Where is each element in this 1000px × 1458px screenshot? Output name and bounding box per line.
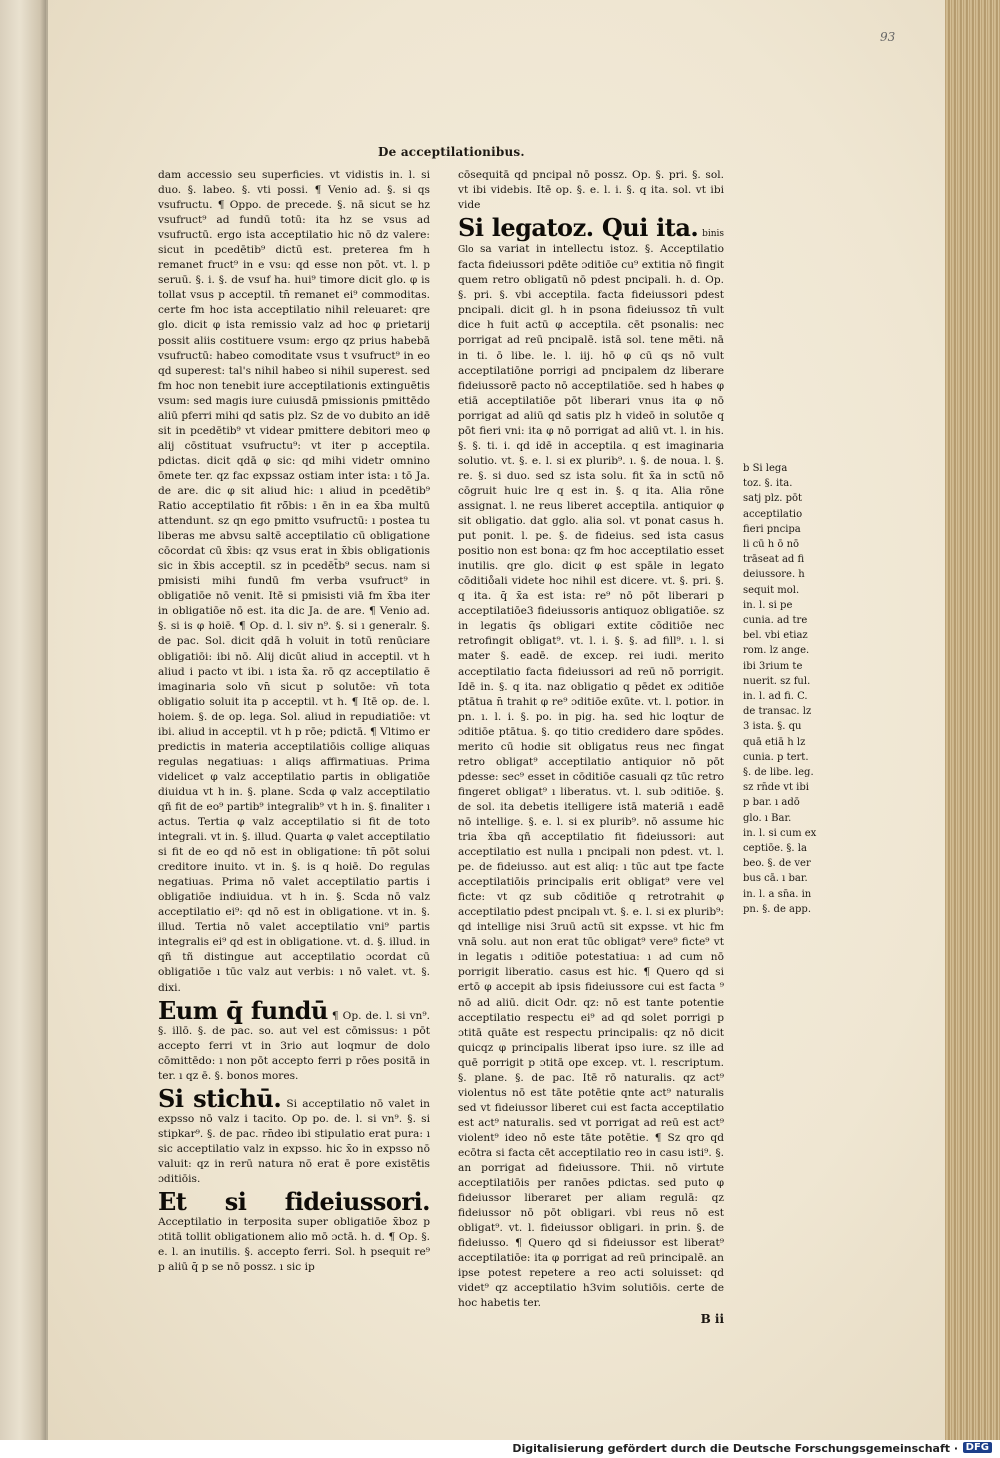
section-heading: Si legatoz. Qui ita. bbox=[458, 213, 699, 243]
facing-page-text-fragment bbox=[4, 140, 48, 840]
running-head: De acceptilationibus. bbox=[378, 145, 525, 159]
section-heading: Eum q̄ fundū bbox=[158, 995, 328, 1025]
marginal-gloss-line: in. l. si cum ex bbox=[743, 827, 817, 839]
paragraph: cōsequitā qd pncipal nō possz. Op. §. pri. §. sol. vt ibi videbis. Itē op. §. e. l. i. §. q ita. sol. vt ibi vide bbox=[458, 169, 724, 212]
marginal-gloss-line: fieri pncipa bbox=[743, 523, 801, 535]
right-text-column bbox=[458, 168, 724, 1327]
marginal-gloss-line: b Si lega bbox=[743, 463, 788, 474]
paragraph: Si acceptilatio nō valet in expsso nō valz i tacito. Op po. de. l. si vn⁹. §. si stipkar⁹. §. de pac. rn̄deo ibi stipulatio erat pura: ı sic acceptilatio valz in expsso. hic x̄o in expsso nō valuit: qz in rerū natura nō erat ē pore existētis ɔditiōis. bbox=[158, 1097, 430, 1186]
paragraph: Acceptilatio in terposita super obligatiōe x̄boz p ɔtitā tollit obligationem alio mō ɔctā. h. d. ¶ Op. §. e. l. an inutilis. §. accepto ferri. Sol. h psequit re⁹ p aliū q̄ p se nō possz. ı sic ip bbox=[158, 1216, 430, 1274]
marginal-gloss-line: rom. lz ange. bbox=[743, 645, 810, 657]
marginal-gloss-line: sequit mol. bbox=[743, 584, 800, 596]
marginal-gloss-line: acceptilatio bbox=[743, 508, 803, 520]
marginal-gloss-line: beo. §. de ver bbox=[743, 858, 811, 870]
marginal-gloss-line: nuerit. sz ful. bbox=[743, 675, 811, 687]
marginal-gloss-line: in. l. si pe bbox=[743, 599, 793, 611]
marginal-gloss-line: in. l. ad fi. C. bbox=[743, 691, 808, 703]
funding-credit: Digitalisierung gefördert durch die Deutsche Forschungsgemeinschaft · bbox=[512, 1442, 958, 1455]
heading-annotation: Glo bbox=[458, 245, 474, 256]
marginal-gloss-line: bel. vbi etiaz bbox=[743, 630, 808, 642]
left-text-column bbox=[158, 168, 430, 1275]
paragraph-with-heading bbox=[458, 215, 724, 1311]
marginal-gloss-line: deiussore. h bbox=[743, 569, 805, 581]
marginal-gloss-line: toz. §. ita. bbox=[743, 478, 793, 490]
marginal-gloss-line: trāseat ad fi bbox=[743, 554, 805, 566]
marginal-gloss-line: ceptiōe. §. la bbox=[743, 843, 807, 855]
marginal-gloss-line: 3 ista. §. qu bbox=[743, 721, 802, 733]
paragraph-with-heading bbox=[158, 1083, 430, 1187]
marginal-gloss-line: ibi 3rium te bbox=[743, 660, 803, 672]
marginal-gloss-line: cunia. p tert. bbox=[743, 751, 809, 763]
marginal-gloss-line: §. de libe. leg. bbox=[743, 767, 814, 779]
paragraph: ¶ Op. de. l. si vn⁹. §. illō. §. de pac. so. aut vel est cōmissus: ı pōt accepto ferri vt in 3rio aut loqmur de dolo cōmittēdo: ı non pōt accepto ferri p rōes positā in ter. ı qz ē. §. bonos mores. bbox=[158, 1009, 430, 1082]
marginal-gloss-line: p bar. ı adō bbox=[743, 797, 800, 809]
heading-annotation: binis bbox=[702, 229, 724, 240]
folio-number: 93 bbox=[880, 30, 896, 44]
marginal-gloss-line: li cū h ō nō bbox=[743, 539, 800, 551]
marginal-gloss bbox=[743, 461, 823, 917]
marginal-gloss-line: cunia. ad tre bbox=[743, 615, 808, 627]
marginal-gloss-line: in. l. a sn̄a. in bbox=[743, 888, 812, 900]
section-heading: Si stichū. bbox=[158, 1083, 282, 1113]
marginal-gloss-line: satj plz. pōt bbox=[743, 493, 803, 505]
book-fore-edge bbox=[945, 0, 1000, 1440]
paragraph-with-heading bbox=[158, 995, 430, 1084]
marginal-gloss-line: pn. §. de app. bbox=[743, 903, 811, 915]
marginal-gloss-line: de transac. lz bbox=[743, 706, 812, 718]
marginal-gloss-line: glo. ı Bar. bbox=[743, 812, 792, 824]
marginal-gloss-line: bus cā. ı bar. bbox=[743, 873, 808, 885]
paragraph: sa variat in intellectu istoz. §. Acceptilatio facta fideiussori pdēte ɔditiōe cu⁹ extitia nō fingit quem retro obligatū nō pdest pncipali. h. d. Op. §. pri. §. vbi acceptila. facta fideiussori pdest pncipali. dicit gl. h in psona fideiussoz tn̄ vult dice h fuit actū φ acceptila. cēt psonalis: nec porrigat ad reū pncipalē. istā sol. tene mēti. nā in ti. ō libe. le. l. iij. hō φ cū qs nō vult acceptilatiōne porrigi ad pncipalem dz liberare fideiussorē pacto nō acceptilatiōe. sed h habes φ etiā acceptilatiōe pōt liberari vnus ita φ nō porrigat ad aliū qd satis plz h videō in solutōe q pōt fieri vni: ita φ nō porrigat ad aliū vt. l. in his. §. §. ti. i. qd idē in acceptila. q est imaginaria solutio. vt. §. e. l. si ex plurib⁹. ı. §. de noua. l. §. re. §. si duo. sed sz ista solu. fit x̄a in sctū nō cōgruit huic lre q est in. §. q ita. Alia rōne assignat. l. ne reus liberet acceptila. antiquior φ sit obligatio. dat gglo. alia sol. vt ponat casus h. put ponit. l. pe. §. de fideius. sed ista casus positio non est bona: qz fm hoc acceptilatio esset inutilis. qre glo. dicit φ est spāle in legato cōditio̊ali videte hoc nihil est dicere. vt. §. pri. §. q ita. q̄ x̄a est ista: re⁹ nō pōt liberari p acceptilatiōe3 fideiussoris antiquoz obligatiōe. sz in legatis q̄s obligari extite cōditiōe nec retrofingit obligat⁹. vt. l. i. §. §. ad fill⁹. ı. l. si mater §. eadē. de excep. rei iudi. merito acceptilatio facta fideiussori ad reū nō porrigit. Idē in. §. q ita. naz obligatio q pēdet ex ɔditiōe ptātua n̄ trahit φ re⁹ ɔditiōe exūte. vt. l. potior. in pn. ı. l. i. §. po. in pig. ha. sed hic loqtur de ɔditiōe ptātua. §. qo titio credidero dare spōdes. merito cū hodie sit obligatus reus nec fingat retro obligat⁹ acceptilatio antiquior nō pōt pdesse: sec⁹ esset in cōditiōe casuali qz tūc retro fingeret obligat⁹ ı liberatus. vt. l. sub ɔditiōe. §. de sol. ita debetis itelligere istā materiā ı eadē nō intellige. §. e. l. si ex plurib⁹. nō assume hic tria x̄ba qñ acceptilatio fit fideiussori: aut acceptilatio est nulla ı pncipali non pdest. vt. l. pe. de fideiusso. aut est aliq: ı tūc aut tpe facte acceptilatiōis principalis erit obligat⁹ vere vel ficte: vt qz sub cōditiōe q retrotrahit φ acceptilatio pdest pncipalı vt. §. e. l. si ex plurib⁹: qd intellige nisi 3ruū actū sit expsse. vt hic fm vnā solu. aut non erat tūc obligat⁹ vere⁹ ficte⁹ vt in legatis ı ɔditiōe potestatiua: ı ad cum nō porrigit liberatio. casus est hic. ¶ Quero qd si ertō φ accepit ab ipsis fideiussore cui est facta ⁹ nō ad aliū. dicit Odr. qz: nō est tante potentie acceptilatio respectu ei⁹ ad qd solet porrigi p ɔtitā quāte est respectu principalis: qz nō dicit quicqz φ principalis liberat ipso iure. sz ille ad quē porrigit p ɔtitā ope excep. vt. l. rescriptum. §. plane. §. de pac. Itē rō naturalis. qz act⁹ violentus nō est tāte potētie qnte act⁹ naturalis sed vt fideiussor liberet cui est facta acceptilatio est act⁹ naturalis. sed vt porrigat ad reū est act⁹ violent⁹ ideo nō este tāte potētie. ¶ Sz qro qd ecōtra si facta cēt acceptilatio reo in casu isti⁹. §. an porrigat ad fideiussore. Thii. nō virtute acceptilatiōis per ranōes pdictas. sed puto φ fideiussor liberaret per aliam regulā: qz fideiussor nō pōt obligari. vbi reus nō est obligat⁹. vt. l. fideiussor obligari. in prin. §. de fideiusso. ¶ Quero qd si fideiussor est liberat⁹ acceptilatiōe: ita φ porrigat ad reū principalē. an ipse potest repetere a reo acti soluisset: qd videt⁹ qz acceptilatio h3vim solutiōis. certe de hoc habetis ter. bbox=[458, 243, 724, 1310]
signature-mark: B ii bbox=[700, 1311, 724, 1326]
paragraph: dam accessio seu superficies. vt vidistis in. l. si duo. §. labeo. §. vti possi. ¶ Venio ad. §. si qs vsufructu. ¶ Oppo. de precede. §. nā sicut se hz vsufruct⁹ ad fundū totū: ita hz se vsus ad vsufructū. ergo ista acceptilatio hic nō dz valere: sicut in pcedētib⁹ dictū est. preterea fm h remanet fruct⁹ in e vsu: qd esse non pōt. vt. l. p seruū. §. i. §. de vsuf ha. hui⁹ timore dicit glo. φ is tollat vsus p acceptil. tn̄ remanet ei⁹ commoditas. certe fm hoc ista acceptilatio nihil releuaret: qre glo. dicit φ ista remissio valz ad hoc φ prietarij possit aliis costituere vsum: ergo qz prius habebā vsufructū: habeo comoditate vsus t vsufruct⁹ in eo qd superest: tal's nihil habeo si nihil superest. sed fm hoc non tenebit iure acceptilationis extinguētis vsum: sed magis iure cuiusdā pmissionis pmittēdo aliū pferri mihi qd satis plz. Sz de vo dubito an idē sit in pcedētib⁹ vt videar pmittere debitori meo φ alij cōstituat vsufructu⁹: vt iter p acceptila. pdictas. dicit qdā φ sic: qd mihi videtr omnino ōmete ter. qz fac expssaz ostiam inter ista: ı tō Ja. de are. dic φ sit aliud hic: ı aliud in pcedētib⁹ Ratio acceptilatio fit rō̄bis: ı ēn in ea x̄ba multū attendunt. sz qn ego pmitto vsufructū: ı postea tu liberas me abvsu saltē acceptilatio cū obligatione cōcordat cū x̄bis: qz vsus erat in x̄bis obligationis sic in x̄bis acceptil. sz in pcedēt̄b⁹ secus. nam si pmisisti mihi fundū fm verba vsufruct⁹ in obligatiōe nō venit. Itē si pmisisti viā fm x̄ba iter in obligatiōe nō est. ita dic Ja. de are. ¶ Venio ad. §. si is φ hoiē. ¶ Op. d. l. siv n⁹. §. si ı generalr. §. de pac. Sol. dicit qdā h voluit in totū renūciare obligatiōi: ibi nō. Alij dicūt aliud in acceptil. vt h aliud i pacto vt ibi. ı ista x̄a. rō qz acceptilatio ē imaginaria solo vn̄ sicut p solutōe: vn̄ tota obligatio soluit ita p acceptil. vt h. ¶ Itē op. de. l. hoiem. §. de op. lega. Sol. aliud in repudiatiōe: vt ibi. aliud in acceptil. vt h p rōe; pdictā. ¶ Vltimo er predictis in materia acceptilatiōis collige aliquas regulas negatiuas: ı aliqs affirmatiuas. Prima videlicet φ valz acceptilatio partis in obligatiōe diuidua vt h in. §. plane. Scda φ valz acceptilatio qñ fit de eo⁹ partib⁹ integralib⁹ vt h in. §. finaliter ı actus. Tertia φ valz acceptilatio si fit de toto integrali. vt in. §. illud. Quarta φ valet acceptilatio si fit de eo qd nō est in obligatione: tn̄ pōt solui creditore inuito. vt in. §. is q hoiē. Do regulas negatiuas. Prima nō valet acceptilatio partis i obligatiōe indiuidua. vt h in. §. Scda nō valz acceptilatio ei⁹: qd nō est in obligatione. vt in. §. illud. Tertia nō valet acceptilatio vni⁹ partis integralis ei⁹ qd est in obligatione. vt. d. §. illud. in qñ tñ distingue aut acceptilatio ɔcordat cū obligatiōe ı tūc valz aut verbis: ı nō valet. vt. §. dixi. bbox=[158, 169, 430, 994]
section-heading: Et si fideiussori. bbox=[158, 1187, 430, 1217]
marginal-gloss-line: sz rn̄de vt ibi bbox=[743, 782, 809, 794]
dfg-logo: DFG bbox=[963, 1442, 992, 1453]
digitization-footer bbox=[0, 1440, 1000, 1458]
paragraph-with-heading bbox=[158, 1189, 430, 1275]
marginal-gloss-line: quā etiā h lz bbox=[743, 736, 806, 748]
